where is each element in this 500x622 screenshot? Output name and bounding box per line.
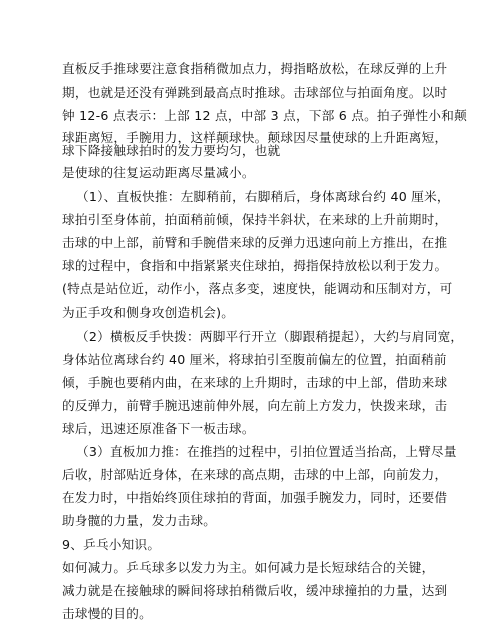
text-line: 击球慢的目的。 bbox=[62, 606, 152, 621]
text-line: 球的过程中，食指和中指紧紧夹住球拍，拇指保持放松以利于发力。 bbox=[62, 258, 448, 273]
text-line: 的反弹力，前臂手腕迅速前伸外展，向左前上方发力，快拨来球，击 bbox=[62, 398, 448, 413]
text-line: （1）、直板快推：左脚稍前，右脚稍后，身体离球台约 40 厘米， bbox=[76, 189, 450, 204]
text-line: 球拍引至身体前，拍面稍前倾，保持半斜状，在来球的上升前期时， bbox=[62, 212, 448, 227]
text-line: 为正手攻和侧身攻创造机会)。 bbox=[62, 305, 235, 320]
text-line: （3）直板加力推：在推挡的过程中，引拍位置适当抬高，上臂尽量 bbox=[76, 444, 457, 459]
text-line: 如何减力。乒乓球多以发力为主。如何减力是长短球结合的关键， bbox=[62, 560, 435, 575]
text-line: 钟 12-6 点表示：上部 12 点，中部 3 点，下部 6 点。拍子弹性小和颠 bbox=[62, 108, 467, 123]
section-heading: 9、乒乓小知识。 bbox=[62, 537, 161, 552]
text-line: 在发力时，中指始终顶住球拍的背面，加强手腕发力，同时，还要借 bbox=[62, 490, 448, 505]
text-line: 是使球的往复运动距离尽量减小。 bbox=[62, 165, 255, 180]
text-line: 球下降接触球拍时的发力要均匀，也就 bbox=[62, 143, 281, 158]
text-line: 球距离短，手腕用力，这样颠球快。颠球因尽量使球的上升距离短， bbox=[62, 130, 448, 145]
text-line: 减力就是在接触球的瞬间将球拍稍微后收，缓冲球撞拍的力量，达到 bbox=[62, 583, 448, 598]
text-line: 直板反手推球要注意食指稍微加点力，拇指略放松，在球反弹的上升 bbox=[62, 61, 448, 76]
text-line: 期，也就是还没有弹跳到最高点时推球。击球部位与拍面角度。以时 bbox=[62, 85, 448, 100]
text-line: 助身髋的力量，发力击球。 bbox=[62, 513, 217, 528]
text-line: 倾，手腕也要稍内曲，在来球的上升期时，击球的中上部，借助来球 bbox=[62, 375, 448, 390]
text-line: 后收，肘部贴近身体，在来球的高点期，击球的中上部，向前发力， bbox=[62, 467, 448, 482]
text-line: （2）横板反手快拨：两脚平行开立（脚跟稍提起），大约与肩同宽， bbox=[76, 329, 464, 344]
text-line: 球后，迅速还原准备下一板击球。 bbox=[62, 421, 255, 436]
text-line: (特点是站位近，动作小，落点多变，速度快，能调动和压制对方，可 bbox=[62, 281, 453, 296]
text-line: 身体站位离球台约 40 厘米，将球拍引至腹前偏左的位置，拍面稍前 bbox=[62, 352, 447, 367]
text-line: 击球的中上部，前臂和手腕借来球的反弹力迅速向前上方推出，在推 bbox=[62, 235, 448, 250]
